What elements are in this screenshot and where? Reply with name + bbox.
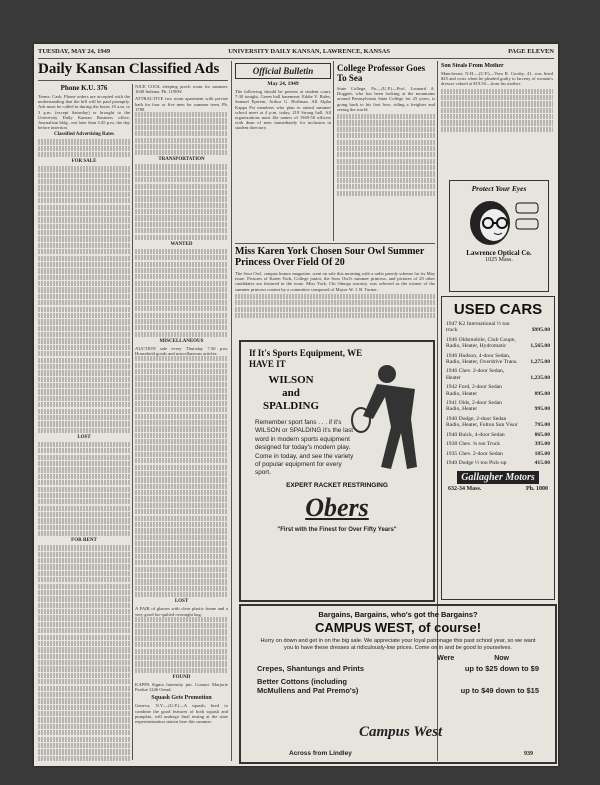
section-transportation: TRANSPORTATION [158,157,205,163]
car-listing [446,400,550,413]
section-found: FOUND [172,674,191,680]
item2-label: Better Cottons (including McMullens and Pat Premo's) [257,677,359,695]
car-listing [446,384,550,397]
car-listing [446,441,550,447]
item1-label: Crepes, Shantungs and Prints [257,664,365,673]
classified-ad: A PAIR of glasses with clear plastic frame and a very good fur-quilted overnight bag. [135,606,228,617]
official-bulletin [235,63,331,223]
bulletin-text: The following should be present at student court, 7:30 tonight, Green hall basement: Eddie V. Bales, Samuel Epstein, Arthur G. Hoffman. All Alpha Kappa Psi members who plan to attend summer school meet at 4 p.m. today, 219 Strong hall. All organizations must file names of 1949-50 officers with dean of men immediately for inclusion in student directory. [235,89,331,131]
car-name: 1940 Dodge ½ ton Pick-up [446,459,507,466]
car-name: 1947 K2 International ½ ton truck [446,321,510,334]
were-label: Were [437,655,455,662]
car-name: 1946 Chev. 2-door Sedan, Heater [446,368,505,381]
car-listing [446,353,550,366]
car-price: 395.00 [534,441,550,448]
header-date: TUESDAY, MAY 24, 1949 [38,48,111,55]
campus-text: Hurry on down and get in on the big sale. We appreciate your loyal patronage this past school year, so we want you to have these dresses at ridiculously-low prices. Come on in and be good to yourselves. [260,638,536,651]
professor-title: College Professor Goes To Sea [337,63,426,83]
section-for-sale: FOR SALE [71,159,97,165]
campus-headline: Bargains, Bargains, who's got the Bargains? [318,610,478,619]
karen-text: The Sour Owl, campus humor magazine, went on sale this morning with a radio parody scheme for its May issue. Pictures of Karen York, College junior, the Sour Owl's summer princess, and pictures of 20 other candidates are featured in the issue. Miss York, Chi Omega sorority, was selected as the winner of the summer princess contest by a committee composed of Mayor W. J. B. Turner. [235,271,435,292]
car-listing [446,368,550,381]
woman-glasses-illustration [450,193,546,249]
classified-terms: Terms: Cash. Phone orders are accepted with the understanding that the bill will be paid promptly. Ads must be called in during the hours 10 a.m. to 3 p.m. (except Saturday) or brought to the University Daily Kansan Business office, Journalism bldg., not later than 3:45 p.m. the day before insertion. [38,94,130,131]
used-cars-list [442,321,554,466]
squash-text: Geneva, N.Y.—(U.P.)—A squash, bred to combine the good features of both squash and pumpkin, will undergo final testing at the state experimentation station here this summer. [135,703,228,724]
obers-logo: Obers [305,492,369,522]
professor-text: State College, Pa.—(U.P.)—Prof. Leonard A. Doggett, who has been looking at the mountains around Pennsylvania State College for 25 years, is going back to his first love, riding a freighter and seeing the world. [337,86,435,112]
sports-headline: If It's Sports Equipment, WE HAVE IT [249,348,363,369]
optical-headline: Protect Your Eyes [471,184,527,193]
section-for-rent: FOR RENT [71,538,97,544]
section-lost-2: LOST [174,599,189,605]
campus-west-logo: Campus West [359,724,443,740]
classified-ad: KAPPA Sigma fraternity pin. Contact Marjorie Pardue 1246 Oread. [135,681,228,693]
bulletin-title: Official Bulletin [252,66,314,76]
campus-name: CAMPUS WEST, of course! [314,620,482,635]
section-miscellaneous: MISCELLANEOUS [159,338,204,344]
car-price: $995.00 [531,327,550,334]
optical-address: 1025 Mass. [485,257,513,263]
car-name: 1941 Olds, 2-door Sedan Radio, Heater [446,400,502,413]
car-price: 1,275.00 [530,359,550,366]
sports-tagline: "First with the Finest for Over Fifty Years" [277,526,397,533]
tennis-player-illustration [347,360,427,480]
sports-brands: WILSON and SPALDING [262,374,320,412]
car-listing [446,337,550,350]
now-label: Now [494,655,509,662]
item1-price: up to $25 down to $9 [464,664,539,673]
campus-code: 939 [524,751,533,757]
karen-york-article [235,246,435,338]
classified-col-2 [135,84,228,762]
car-name: 1946 Hudson, 4-door Sedan, Radio, Heater, Overdrive Trans. [446,352,518,366]
newspaper-page [34,44,558,766]
classified-phone: Phone K.U. 376 [60,84,108,92]
obers-sports-ad [239,340,435,602]
dealer-phone: Ph. 1000 [525,486,548,493]
car-listing [446,451,550,457]
dealer-address: 632-34 Mass. [448,486,482,493]
car-name: 1946 Oldsmobile, Club Coupe, Radio, Heater, Hydromatic [446,336,516,350]
classified-ad: NICE COOL sleeping porch room for summer. 1040 Indiana. Ph. 1198W. [135,84,228,95]
used-cars-ad [441,296,555,600]
squash-title: Squash Gets Promotion [151,695,212,702]
sports-body: Remember sport fans . . . if it's WILSON or SPALDING it's the last word in modern sports equipment designed for today's modern play. Come in today, and see the variety of popular equipment for every sport. [255,419,354,477]
car-price: 995.00 [534,406,550,413]
header-page: PAGE ELEVEN [508,48,554,55]
manchester-text: Manchester, N.H.—(U.P.)—Vern R. Crosby, 41, was fined $25 and costs when he pleaded guilty to larceny of woman's dresses valued at $19.50—from his mother. [441,71,553,87]
car-name: 1938 Chev. ¾ ton Truck [446,441,501,448]
car-listing [446,432,550,438]
car-listing [446,416,550,429]
section-lost: LOST [77,434,91,440]
car-name: 1942 Ford, 2-door Sedan Radio, Heater [446,384,502,397]
classified-ad: ATTRACTIVE two room apartment with private bath for four or five men for summer term. Ph. 1780. [135,96,228,112]
karen-title: Miss Karen York Chosen Sour Owl Summer Princess Over Field Of 20 [235,246,425,268]
item2-price: up to $49 down to $15 [460,686,539,695]
car-price: 895.00 [534,390,550,397]
car-name: 1940 Dodge, 2-door Sedan Radio, Heater, Fulton Sun Visor [446,415,518,429]
bulletin-date: May 24, 1949 [267,81,299,87]
car-price: 795.00 [534,422,550,429]
rates-title: Classified Advertising Rates [54,132,114,138]
sports-service: EXPERT RACKET RESTRINGING [286,481,388,489]
car-price: 1,565.00 [530,343,550,350]
lawrence-optical-ad [449,180,549,292]
car-listing [446,460,550,466]
manchester-title: Son Steals From Mother [441,63,504,69]
gallagher-logo: Gallagher Motors [457,471,539,484]
professor-article [337,63,435,231]
classified-ad: AUCTION sale every Thursday 7:30 p.m. Household goods and miscellaneous articles. [135,345,228,357]
car-price: 865.00 [534,431,550,438]
campus-west-ad [239,604,557,764]
optical-name: Lawrence Optical Co. [466,249,532,257]
classified-col-1 [38,84,130,762]
campus-footer: Across from Lindley [289,750,352,757]
car-name: 1935 Chev. 2-door Sedan [446,450,503,457]
used-cars-title: USED CARS [453,301,543,318]
classified-title: Daily Kansan Classified Ads [38,61,220,77]
car-name: 1940 Buick, 4-door Sedan [446,431,505,438]
header-paper: UNIVERSITY DAILY KANSAN, LAWRENCE, KANSAS [228,48,391,55]
car-price: 185.00 [534,450,550,457]
section-wanted: WANTED [170,241,193,247]
car-price: 1,235.00 [530,374,550,381]
page-header [38,48,554,55]
car-price: 415.00 [534,459,550,466]
car-listing [446,321,550,334]
